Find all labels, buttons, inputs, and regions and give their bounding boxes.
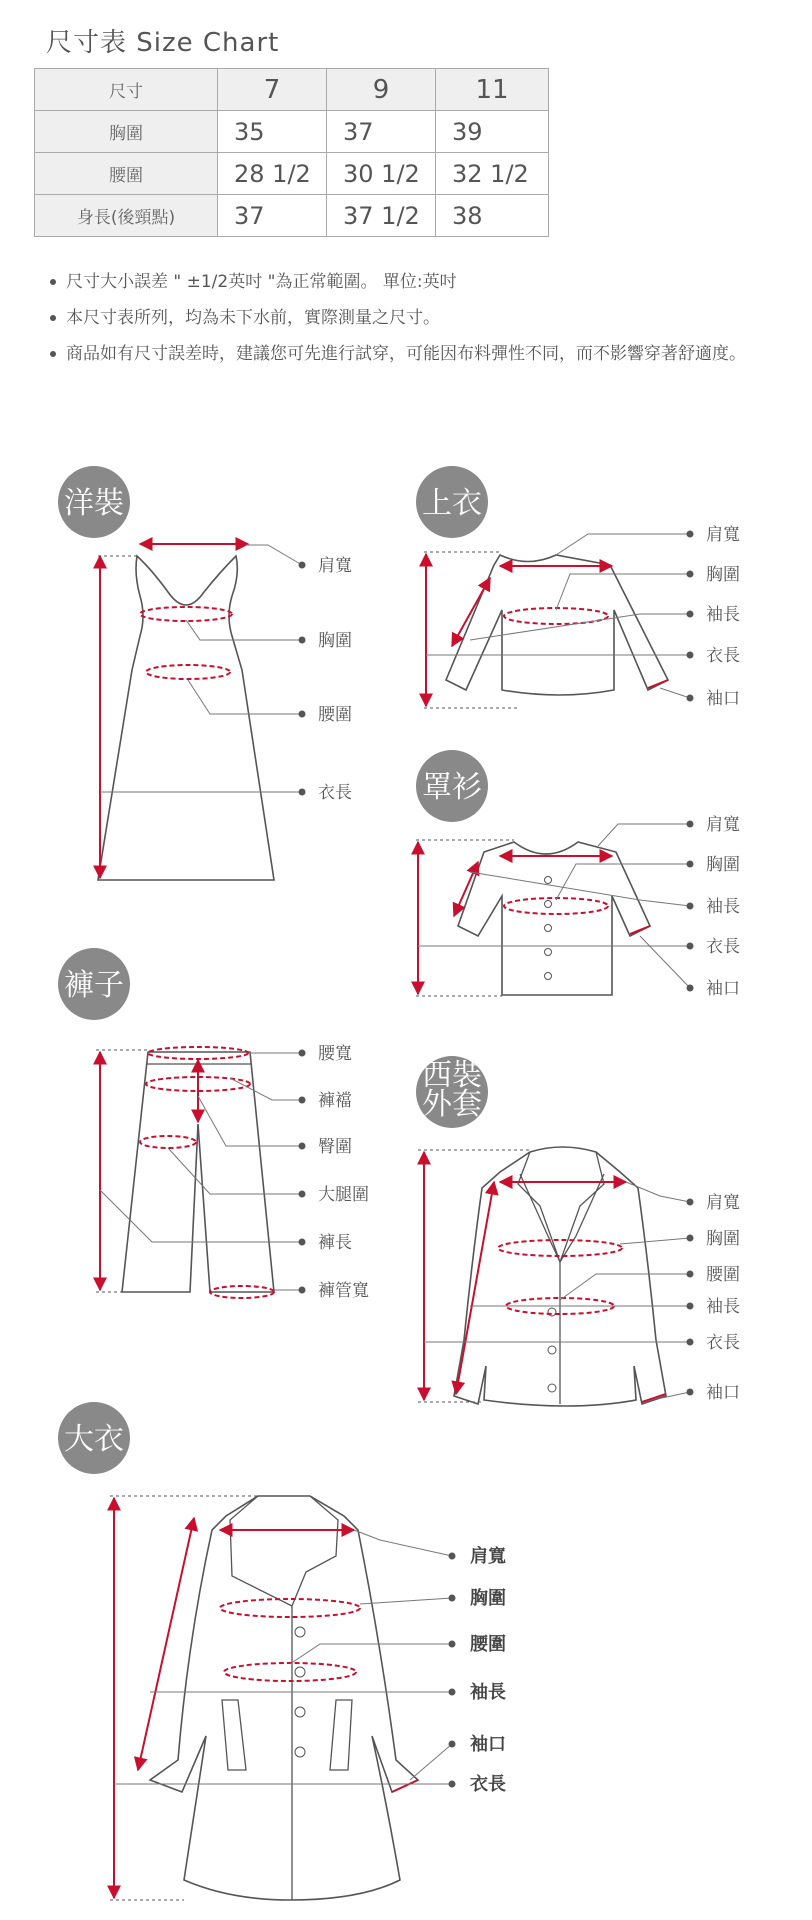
row-label: 腰圍: [35, 153, 218, 195]
pants-thigh-ellipse: [140, 1136, 196, 1148]
blouse-cuff-line: [630, 926, 650, 934]
dress-diagram: [58, 466, 352, 880]
dress-label-shoulder: 肩寬: [318, 556, 352, 576]
blouse-bust-ellipse: [504, 898, 608, 914]
blazer-label-length: 衣長: [706, 1333, 740, 1353]
blouse-outline: [458, 842, 650, 995]
pants-waist-ellipse: [148, 1047, 248, 1059]
top-outline: [446, 555, 668, 695]
table-cell: 38: [436, 195, 549, 237]
coat-diagram: [58, 1402, 506, 1900]
blazer-sleeve-arrow: [456, 1182, 494, 1394]
pants-diagram: [58, 948, 369, 1301]
note-item: 本尺寸表所列，均為未下水前，實際測量之尺寸。: [48, 306, 768, 330]
coat-waist-ellipse: [224, 1663, 356, 1681]
top-label-bust: 胸圍: [706, 565, 740, 585]
blouse-label-shoulder: 肩寬: [706, 815, 740, 835]
pants-label-rise: 褲襠: [318, 1091, 352, 1111]
top-sleeve-arrow: [452, 578, 490, 646]
dress-badge-text: 洋裝: [64, 486, 124, 521]
coat-badge-text: 大衣: [64, 1422, 124, 1457]
coat-bust-ellipse: [220, 1599, 360, 1617]
blouse-label-sleeve: 袖長: [706, 897, 740, 917]
blazer-bust-ellipse: [498, 1240, 622, 1256]
table-cell: 39: [436, 111, 549, 153]
blazer-badge-text-1: 西裝: [422, 1058, 482, 1093]
table-header-cell: 11: [436, 69, 549, 111]
blouse-label-cuff: 袖口: [706, 979, 740, 999]
blazer-diagram: [416, 1056, 740, 1406]
blouse-badge-text: 罩衫: [422, 770, 482, 805]
pants-label-length: 褲長: [318, 1233, 352, 1253]
blouse-label-bust: 胸圍: [706, 855, 740, 875]
pants-label-hem: 褲管寬: [318, 1281, 369, 1301]
blouse-sleeve-arrow: [454, 862, 478, 916]
top-cuff-line: [648, 680, 668, 688]
coat-label-cuff: 袖口: [470, 1734, 506, 1755]
top-label-cuff: 袖口: [706, 689, 740, 709]
note-item: 尺寸大小誤差 " ±1/2英吋 "為正常範圍。 單位:英吋: [48, 270, 768, 294]
dress-bust-ellipse: [140, 607, 232, 621]
table-cell: 30 1/2: [327, 153, 436, 195]
blazer-label-bust: 胸圍: [706, 1229, 740, 1249]
table-header-cell: 7: [218, 69, 327, 111]
table-header-cell: 尺寸: [35, 69, 218, 111]
coat-label-bust: 胸圍: [470, 1588, 506, 1609]
blouse-label-length: 衣長: [706, 937, 740, 957]
table-cell: 32 1/2: [436, 153, 549, 195]
top-label-shoulder: 肩寬: [706, 525, 740, 545]
top-label-length: 衣長: [706, 646, 740, 666]
table-cell: 37: [218, 195, 327, 237]
pants-label-waist: 腰寬: [318, 1044, 352, 1064]
table-cell: 37: [327, 111, 436, 153]
coat-sleeve-arrow: [138, 1518, 194, 1770]
coat-label-waist: 腰圍: [470, 1634, 506, 1655]
row-label: 身長(後頸點): [35, 195, 218, 237]
top-badge-text: 上衣: [422, 486, 482, 521]
coat-label-length: 衣長: [470, 1774, 506, 1795]
table-cell: 28 1/2: [218, 153, 327, 195]
table-cell: 37 1/2: [327, 195, 436, 237]
page-title: 尺寸表 Size Chart: [46, 28, 280, 58]
dress-label-length: 衣長: [318, 783, 352, 803]
blazer-label-sleeve: 袖長: [706, 1297, 740, 1317]
coat-outline: [150, 1496, 418, 1900]
blazer-label-waist: 腰圍: [706, 1265, 740, 1285]
row-label: 胸圍: [35, 111, 218, 153]
coat-label-sleeve: 袖長: [470, 1682, 506, 1703]
pants-badge-text: 褲子: [64, 968, 124, 1003]
dress-label-waist: 腰圍: [318, 705, 352, 725]
pants-label-thigh: 大腿圍: [318, 1185, 369, 1205]
coat-label-shoulder: 肩寬: [470, 1546, 506, 1567]
dress-outline: [98, 556, 274, 880]
note-item: 商品如有尺寸誤差時，建議您可先進行試穿，可能因布料彈性不同，而不影響穿著舒適度。: [48, 342, 768, 366]
dress-label-bust: 胸圍: [318, 631, 352, 651]
pants-label-hip: 臀圍: [318, 1137, 352, 1157]
coat-cuff-line: [392, 1780, 418, 1792]
dress-waist-ellipse: [146, 665, 230, 679]
table-header-cell: 9: [327, 69, 436, 111]
top-label-sleeve: 袖長: [706, 605, 740, 625]
blouse-diagram: [416, 750, 740, 999]
top-diagram: [416, 466, 740, 709]
table-cell: 35: [218, 111, 327, 153]
blazer-label-shoulder: 肩寬: [706, 1193, 740, 1213]
blazer-badge-text-2: 外套: [422, 1087, 482, 1122]
blazer-label-cuff: 袖口: [706, 1383, 740, 1403]
